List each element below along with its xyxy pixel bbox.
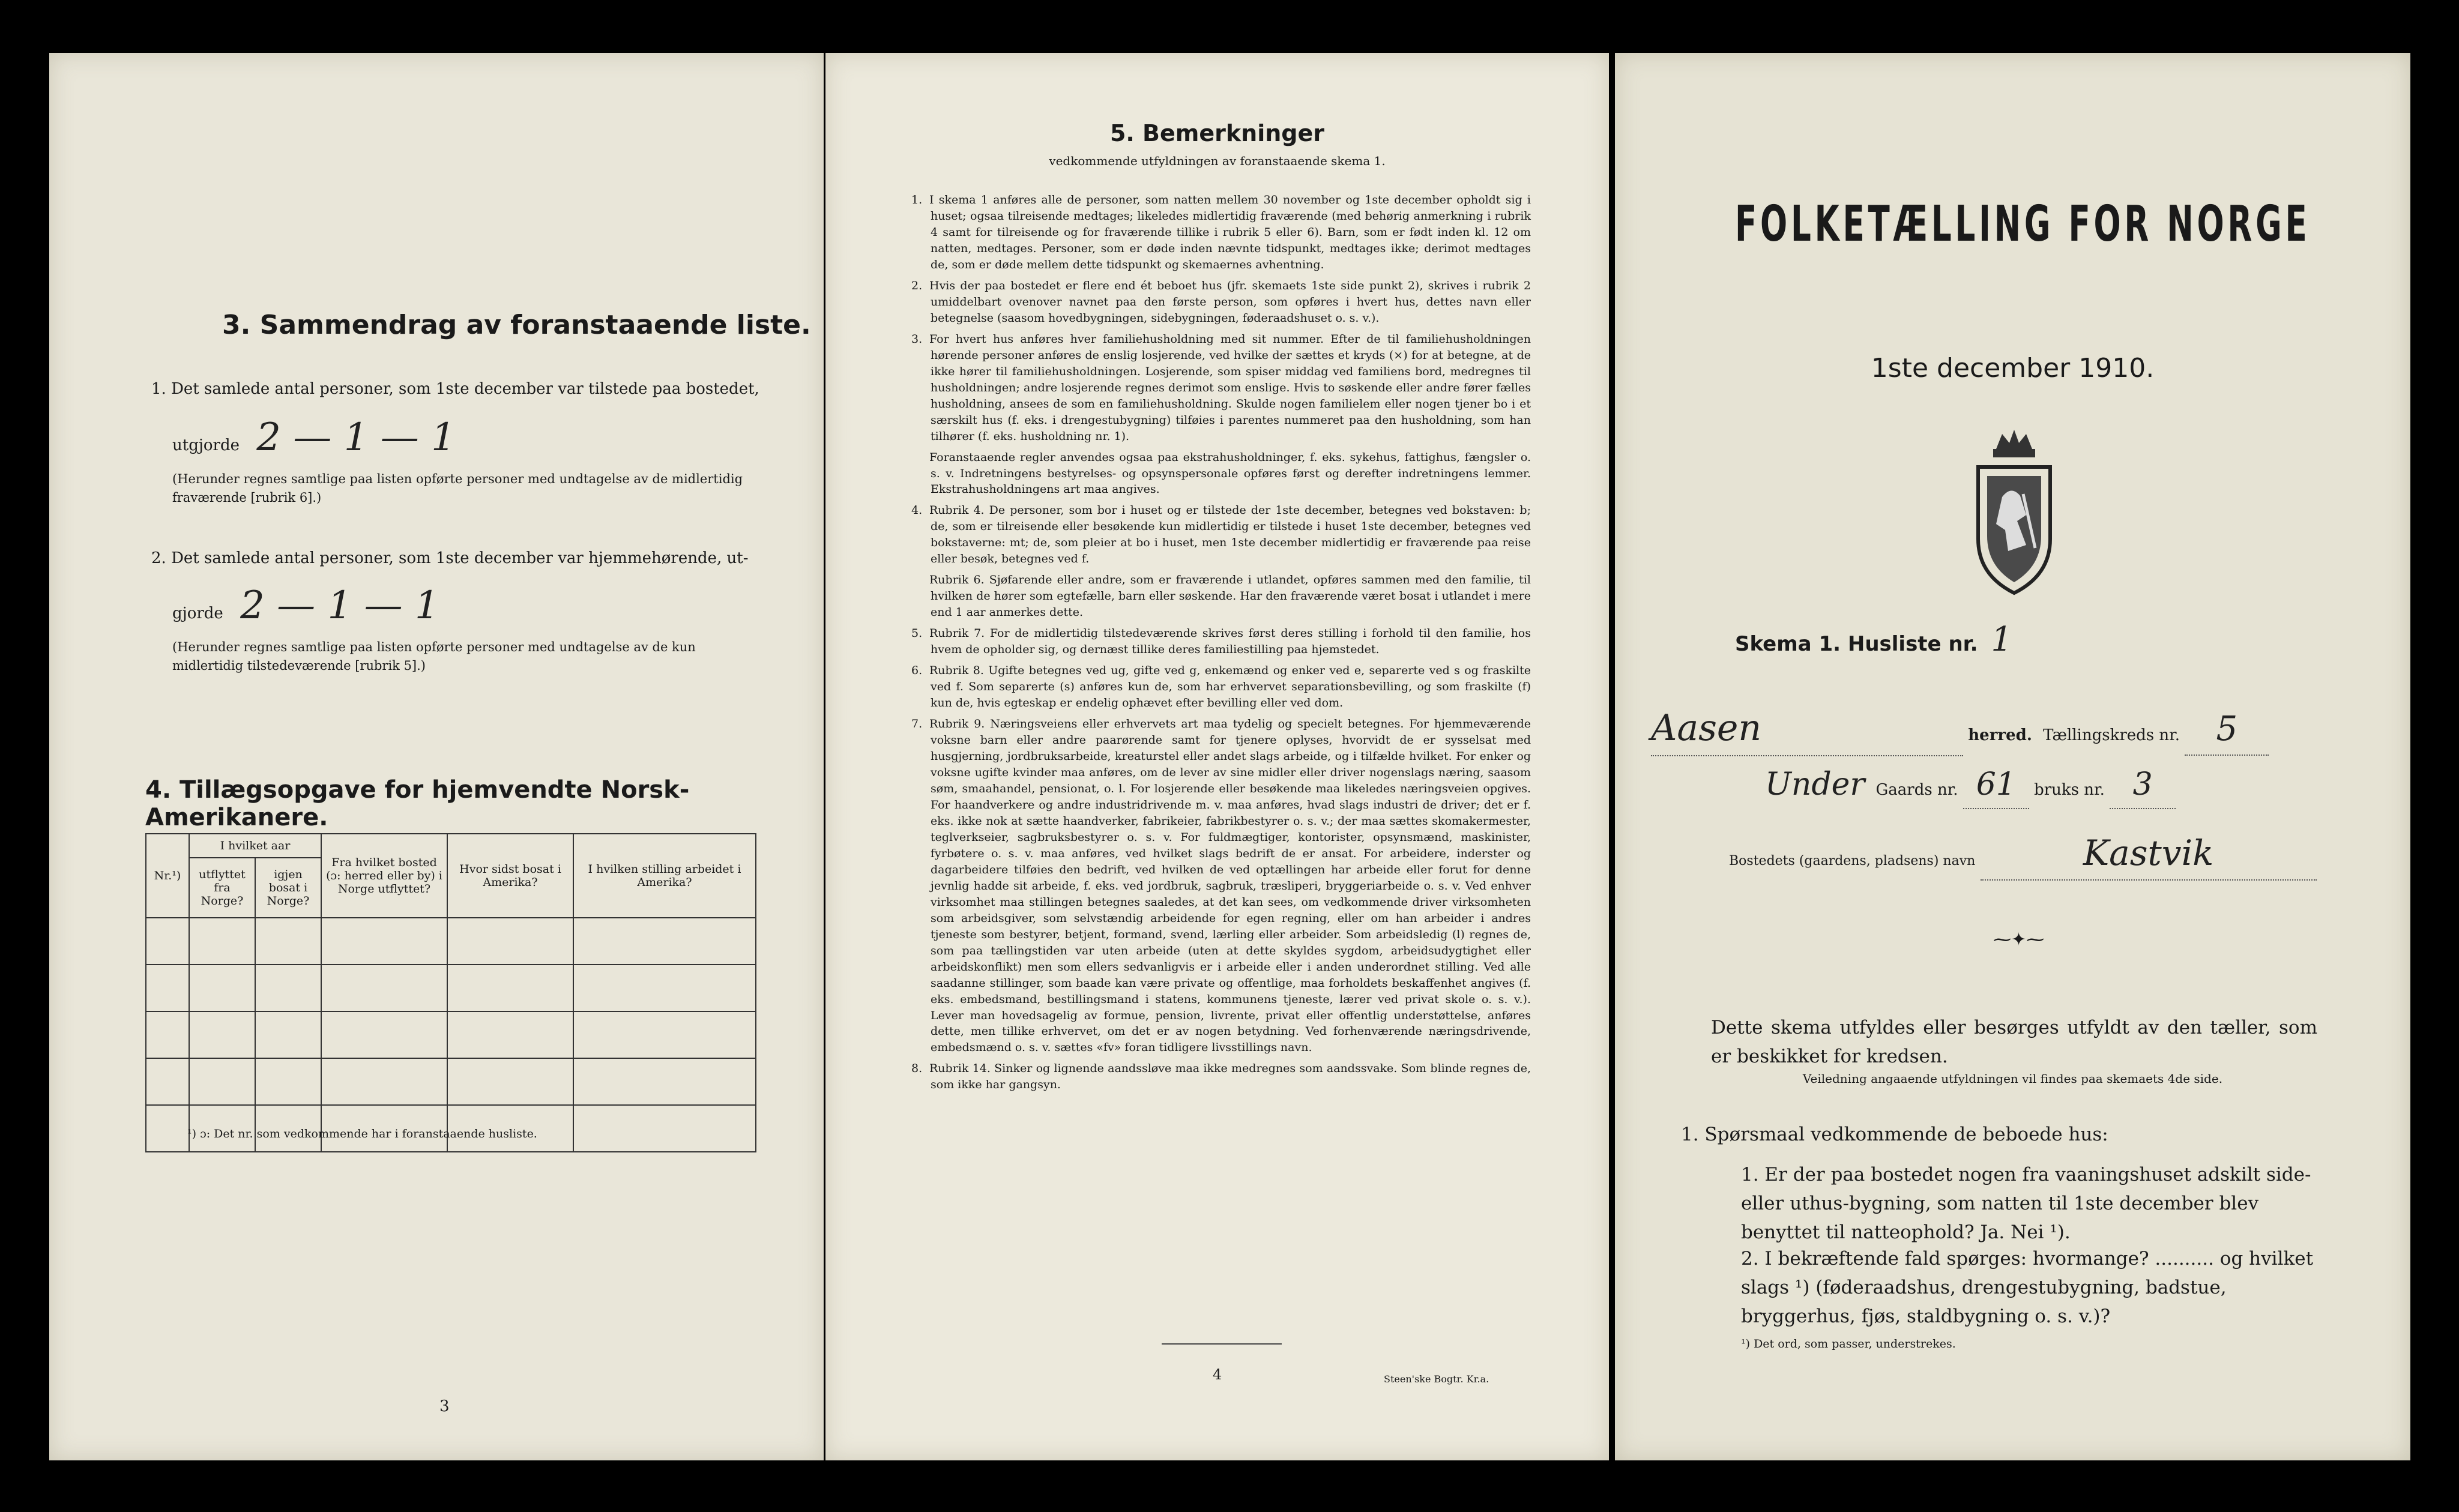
norway-lion-coat-of-arms-icon xyxy=(1960,425,2068,599)
summary-item-1-lead: utgjorde xyxy=(172,436,240,455)
remark-item: 2. Hvis der paa bostedet er flere end ét beboet hus (jfr. skemaets 1ste side punkt 2), skrives i rubrik 2 umiddelbart ovenover navnet paa den første person, som opføres i hvert hus, dettes navn eller betegnelse (saasom hovedbygningen, sidebygningen, føderaadshuset o. s. v.). xyxy=(911,279,1531,325)
remarks-list xyxy=(911,192,1531,1098)
summary-item-2-value: 2 — 1 — 1 xyxy=(240,583,439,628)
gaard-label: Gaards nr. xyxy=(1875,781,1958,799)
summary-item-1-value: 2 — 1 — 1 xyxy=(256,415,456,460)
remark-item: Foranstaaende regler anvendes ogsaa paa ekstrahusholdninger, f. eks. sykehus, fattighus, fængsler o. s. v. Indretningens bestyrelses- og opsynspersonale opføres først og derefter indretningens lemmer. Ekstrahusholdningens art maa angives. xyxy=(929,450,1531,496)
col-group-aar: I hvilket aar xyxy=(189,834,321,858)
section-3-title: 3. Sammendrag av foranstaaende liste. xyxy=(222,310,811,340)
gaard-value: 61 xyxy=(1963,761,2029,809)
kreds-value: 5 xyxy=(2185,704,2269,756)
remarks-subtitle: vedkommende utfyldningen av foranstaaende skema 1. xyxy=(1049,154,1386,168)
bosted-label: Bostedets (gaardens, pladsens) navn xyxy=(1729,854,1976,869)
remarks-title: 5. Bemerkninger xyxy=(1109,120,1325,146)
herred-label: herred. xyxy=(1968,726,2032,744)
section-4-title: 4. Tillægsopgave for hjemvendte Norsk-Amerikanere. xyxy=(145,776,690,831)
census-date: 1ste december 1910. xyxy=(1871,353,2155,384)
gaard-prefix: Under xyxy=(1765,767,1865,803)
page-4-number: 4 xyxy=(1213,1366,1222,1383)
guide-text: Veiledning angaaende utfyldningen vil findes paa skemaets 4de side. xyxy=(1802,1071,2223,1086)
bruk-value: 3 xyxy=(2110,761,2176,809)
herred-line xyxy=(1651,701,2401,756)
page-1-cover xyxy=(1615,53,2410,1460)
summary-item-1-note: (Herunder regnes samtlige paa listen opførte personer med undtagelse av de midlertidig fraværende [rubrik 6].) xyxy=(172,472,743,505)
page-3 xyxy=(49,53,824,1460)
col-stilling: I hvilken stilling arbeidet i Amerika? xyxy=(573,834,756,918)
herred-value: Aasen xyxy=(1651,701,1963,756)
question-2: 2. I bekræftende fald spørges: hvormange? .......... og hvilket slags ¹) (føderaadshus, drengestubygning, badstue, bryggerhus, fjøs, staldbygning o. s. v.)? xyxy=(1741,1248,2314,1328)
bosted-line xyxy=(1729,827,2389,881)
printer-imprint: Steen'ske Bogtr. Kr.a. xyxy=(1384,1373,1489,1385)
summary-item-2-text: 2. Det samlede antal personer, som 1ste december var hjemmehørende, ut- xyxy=(151,549,749,567)
col-igjen: igjen bosat i Norge? xyxy=(255,858,321,918)
table-row xyxy=(146,918,756,965)
page-1-footnote: ¹) Det ord, som passer, understrekes. xyxy=(1741,1337,1956,1351)
remark-item: 8. Rubrik 14. Sinker og lignende aandssløve maa ikke medregnes som aandssvake. Som blinde regnes de, som ikke har gangsyn. xyxy=(911,1062,1531,1092)
page-3-number: 3 xyxy=(439,1397,450,1415)
col-sidst-bosat: Hvor sidst bosat i Amerika? xyxy=(447,834,573,918)
questions-heading: 1. Spørsmaal vedkommende de beboede hus: xyxy=(1681,1124,2108,1145)
schema-line xyxy=(1735,614,2012,666)
intro-text: Dette skema utfyldes eller besørges utfyldt av den tæller, som er beskikket for kredsen. xyxy=(1711,1017,2317,1068)
summary-item-2-lead: gjorde xyxy=(172,604,223,623)
remark-item: 4. Rubrik 4. De personer, som bor i huset og er tilstede der 1ste december, betegnes ved bokstaven: b; de, som er tilreisende eller besøkende kun midlertidig er tilstede i huset 1ste december, betegnes ved bokstaverne: mt; de, som pleier at bo i huset, men 1ste december midlertidig er fraværende paa reise eller besøk, betegnes ved f. xyxy=(911,504,1531,566)
table-row xyxy=(146,1011,756,1058)
col-nr: Nr.¹) xyxy=(146,834,189,918)
table-row xyxy=(146,965,756,1011)
husliste-number: 1 xyxy=(1991,620,2012,659)
remark-item: Rubrik 6. Sjøfarende eller andre, som er fraværende i utlandet, opføres sammen med den familie, til hvilken de hører som egtefælle, barn eller søskende. Har den fraværende været bosat i utlandet i mere end 1 aar anmerkes dette. xyxy=(929,573,1531,619)
kreds-label: Tællingskreds nr. xyxy=(2043,726,2180,744)
bruk-label: bruks nr. xyxy=(2034,781,2105,799)
summary-item-1-text: 1. Det samlede antal personer, som 1ste december var tilstede paa bostedet, xyxy=(151,380,759,398)
ornament-icon: ⁓✦⁓ xyxy=(1993,929,2045,950)
summary-item-2 xyxy=(151,546,764,675)
table-row xyxy=(146,1058,756,1105)
main-title: FOLKETÆLLING FOR NORGE xyxy=(1735,196,2311,253)
remark-item: 6. Rubrik 8. Ugifte betegnes ved ug, gifte ved g, enkemænd og enker ved e, separerte ved s og fraskilte ved f. Som separerte (s) anføres kun de, som har erhvervet separationsbevilling, og som fraskilte (f) kun de, hvis egteskap er endelig ophævet efter bevilling eller ved dom. xyxy=(911,664,1531,710)
gaard-line xyxy=(1765,761,2395,809)
schema-label: Skema 1. Husliste nr. xyxy=(1735,632,1978,656)
page-4 xyxy=(825,53,1609,1460)
summary-item-2-note: (Herunder regnes samtlige paa listen opførte personer med undtagelse av de kun midlertidig tilstedeværende [rubrik 5].) xyxy=(172,640,696,673)
col-fra-bosted: Fra hvilket bosted (ɔ: herred eller by) i Norge utflyttet? xyxy=(321,834,447,918)
remark-item: 1. I skema 1 anføres alle de personer, som natten mellem 30 november og 1ste december opholdt sig i huset; ogsaa tilreisende medtages; likeledes midlertidig fraværende (med behørig anmerkning i rubrik 4 samt for tilreisende og for fraværende tillike i rubrik 5 eller 6). Barn, som er født inden kl. 12 om natten, medtages. Personer, som er døde inden nævnte tidspunkt, medtages ikke; derimot medtages de, som er døde mellem dette tidspunkt og skemaernes avhentning. xyxy=(911,193,1531,271)
summary-item-1 xyxy=(151,377,764,507)
bosted-value: Kastvik xyxy=(1981,827,2317,881)
remark-item: 3. For hvert hus anføres hver familiehusholdning med sit nummer. Efter de til familiehusholdningen hørende personer anføres de enslig losjerende, ved hvilke der sættes et kryds (×) for at betegne, at de ikke hører til familiehusholdningen. Losjerende, som spiser middag ved familiens bord, medregnes til husholdningen; andre losjerende regnes derimot som enslige. Hvis to søskende eller andre fører fælles husholdning, ansees de som en familiehusholdning. Skulde nogen familielem eller nogen tjener bo i et særskilt hus (f. eks. i drengestubygning) tilføies i parentes nummeret paa den husholdning, som han tilhører (f. eks. husholdning nr. 1). xyxy=(911,332,1531,443)
question-1: 1. Er der paa bostedet nogen fra vaaningshuset adskilt side- eller uthus-bygning, som natten til 1ste december blev benyttet til natteophold? Ja. Nei ¹). xyxy=(1741,1164,2311,1244)
norsk-amerikanere-table xyxy=(145,833,756,1152)
remark-item: 7. Rubrik 9. Næringsveiens eller erhvervets art maa tydelig og specielt betegnes. For hjemmeværende voksne barn eller andre paarørende samt for tjenere oplyses, hvorvidt de er sysselsat med husgjerning, jordbruksarbeide, kreaturstel eller andet slags arbeide, og i tilfælde hvilket. For enker og voksne ugifte kvinder maa anføres, om de lever av sine midler eller driver nogenslags næring, saasom søm, smaahandel, pensionat, o. l. For losjerende eller besøkende maa likeledes næringsveien opgives. For haandverkere og andre industridrivende m. v. maa anføres, hvad slags industri de driver; det er f. eks. ikke nok at sætte haandverker, fabrikeier, fabrikbestyrer o. s. v.; der maa sættes skomakermester, teglverkseier, sagbruksbestyrer o. s. v. For fuldmægtiger, kontorister, opsynsmænd, maskinister, fyrbøtere o. s. v. maa anføres, ved hvilket slags bedrift de er ansat. For arbeidere, inderster og dagarbeidere tilføies den bedrift, ved hvilken de ved optællingen har arbeide eller forut for denne jevnlig hadde sit arbeide, f. eks. ved jordbruk, sagbruk, træsliperi, bryggeriarbeide o. s. v. Ved enhver virksomhet maa stillingen betegnes saaledes, at det kan sees, om vedkommende driver virksomheten som arbeidsgiver, som selvstændig arbeidende for egen regning, eller om han arbeider i andres tjeneste som bestyrer, betjent, formand, svend, lærling eller arbeider. Som arbeidsledig (l) regnes de, som paa tællingstiden var uten arbeide (uten at dette skyldes sygdom, arbeidsudygtighet eller arbeidskonflikt) men som ellers sedvanligvis er i arbeide eller i anden underordnet stilling. Ved alle saadanne stillinger, som baade kan være private og offentlige, maa forholdets beskaffenhet angives (f. eks. embedsmand, bestillingsmand i statens, kommunens tjeneste, lærer ved privat skole o. s. v.). Lever man hovedsagelig av formue, pension, livrente, privat eller offentlig understøttelse, anføres dette, men tillike erhvervet, om det er av nogen betydning. Ved forhenværende næringsdrivende, embedsmænd o. s. v. sættes «fv» foran tidligere livsstillings navn. xyxy=(911,717,1531,1055)
divider-rule xyxy=(1162,1343,1282,1345)
remark-item: 5. Rubrik 7. For de midlertidig tilstedeværende skrives først deres stilling i forhold til den familie, hos hvem de opholder sig, og dernæst tillike deres familiestilling paa hjemstedet. xyxy=(911,627,1531,657)
col-utflyttet: utflyttet fra Norge? xyxy=(189,858,255,918)
page-3-footnote: ¹) ɔ: Det nr. som vedkommende har i foranstaaende husliste. xyxy=(187,1127,537,1140)
